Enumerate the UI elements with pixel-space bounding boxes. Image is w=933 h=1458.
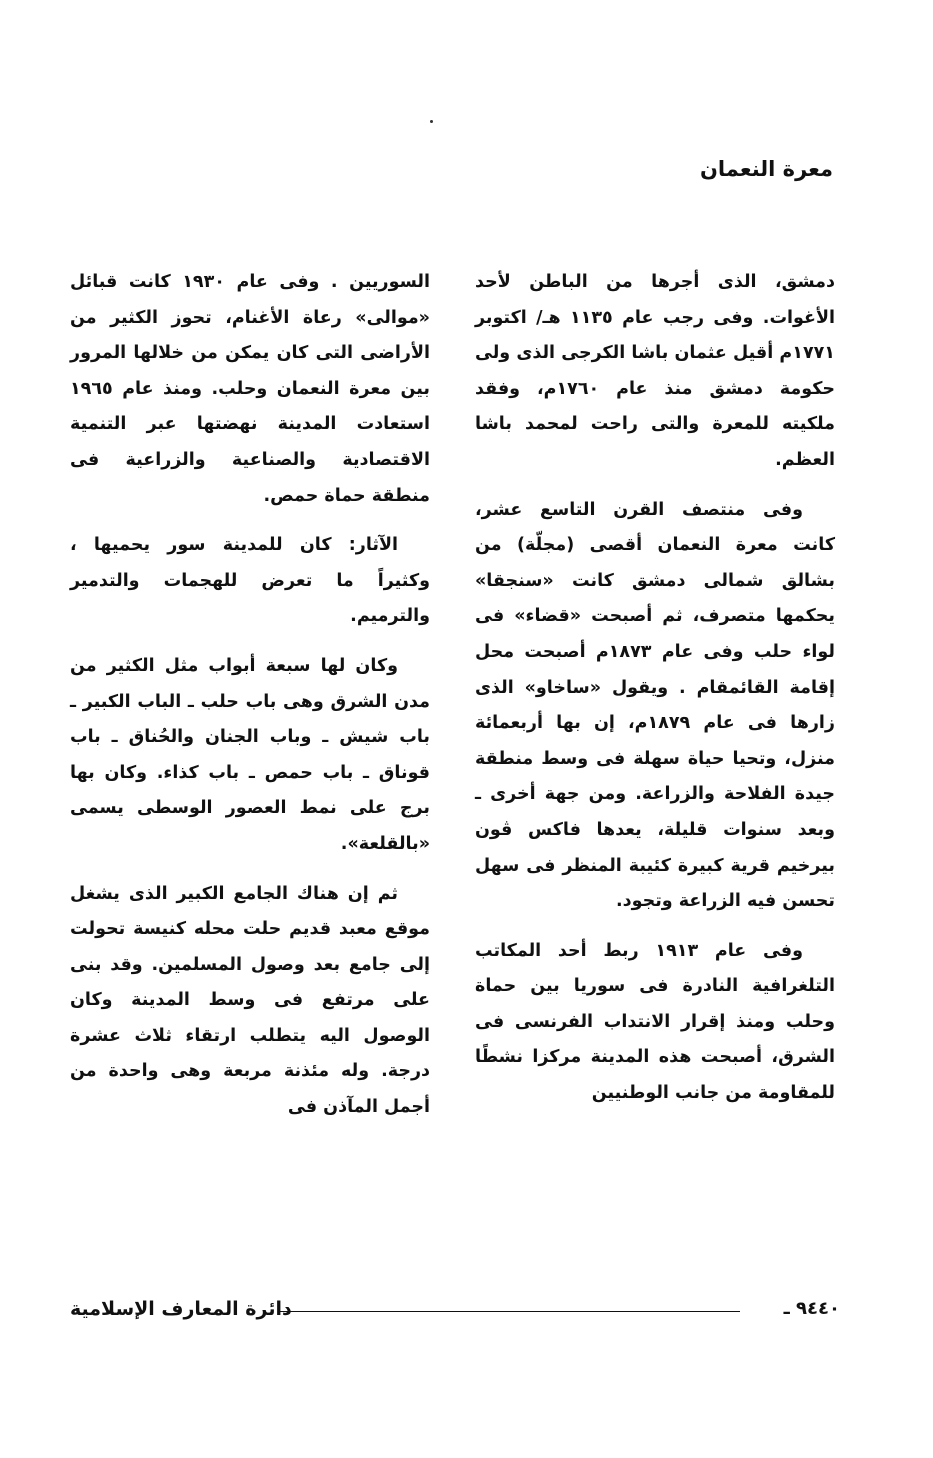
paragraph: وكان لها سبعة أبواب مثل الكثير من مدن الشرق وهى باب حلب ـ الباب الكبير ـ باب شيش ـ وباب الجنان والحُناق ـ باب قوناق ـ باب حمص ـ باب كذاء. وكان بها برج على نمط العصور الوسطى يسمى «بالقلعة». <box>70 655 430 854</box>
paragraph: وفى عام ١٩١٣ ربط أحد المكاتب التلغرافية النادرة فى سوريا بين حماة وحلب ومنذ إقرار الانتداب الفرنسى فى الشرق، أصبحت هذه المدينة مركزا نشطًا للمقاومة من جانب الوطنيين <box>475 940 835 1104</box>
running-title: دائرة المعارف الإسلامية <box>70 1298 292 1320</box>
page-footer <box>70 1292 840 1328</box>
paragraph: دمشق، الذى أجرها من الباطن لأحد الأغوات. وفى رجب عام ١١٣٥ هـ/ اكتوبر ١٧٧١م أقيل عثمان باشا الكرجى الذى ولى حكومة دمشق منذ عام ١٧٦٠م، وفقد ملكيته للمعرة والتى راحت لمحمد باشا العظم. <box>475 272 836 470</box>
paragraph: ثم إن هناك الجامع الكبير الذى يشغل موقع معبد قديم حلت محله كنيسة تحولت إلى جامع بعد وصول المسلمين. وقد بنى على مرتفع فى وسط المدينة وكان الوصول اليه يتطلب ارتقاء ثلاث عشرة درجة. وله مئذنة مربعة وهى واحدة من أجمل المآذن فى <box>70 883 430 1118</box>
text-column-left <box>70 265 430 1126</box>
paragraph: الآثار: كان للمدينة سور يحميها ، وكثيراً ما تعرض للهجمات والتدمير والترميم. <box>70 535 430 627</box>
paragraph: وفى منتصف القرن التاسع عشر، كانت معرة النعمان أقصى (مجلّة) من بشالق شمالى دمشق كانت «سنجقا» يحكمها متصرف، ثم أصبحت «قضاء» فى لواء حلب وفى عام ١٨٧٣م أصبحت محل إقامة القائمقام . ويقول «ساخاو» الذى زارها فى عام ١٨٧٩م، إن بها أربعمائة منزل، وتحيا حياة سهلة فى وسط منطقة جيدة الفلاحة والزراعة. ومن جهة أخرى ـ وبعد سنوات قليلة، يعدها فاكس ڤون بيرخيم قرية كبيرة كئيبة المنظر فى سهل تحسن فيه الزراعة وتجود. <box>475 499 835 912</box>
page-header-title: معرة النعمان <box>699 157 833 181</box>
paragraph: السوريين . وفى عام ١٩٣٠ كانت قبائل «موالى» رعاة الأغنام، تحوز الكثير من الأراضى التى كان يمكن من خلالها المرور بين معرة النعمان وحلب. ومنذ عام ١٩٦٥ استعادت المدينة نهضتها عبر التنمية الاقتصادية والصناعية والزراعية فى منطقة حماة حمص. <box>70 272 430 506</box>
scan-speck <box>430 120 433 123</box>
page-number: ٩٤٤٠ ـ <box>783 1298 840 1319</box>
text-column-right <box>475 265 835 1112</box>
footer-rule <box>278 1311 740 1312</box>
